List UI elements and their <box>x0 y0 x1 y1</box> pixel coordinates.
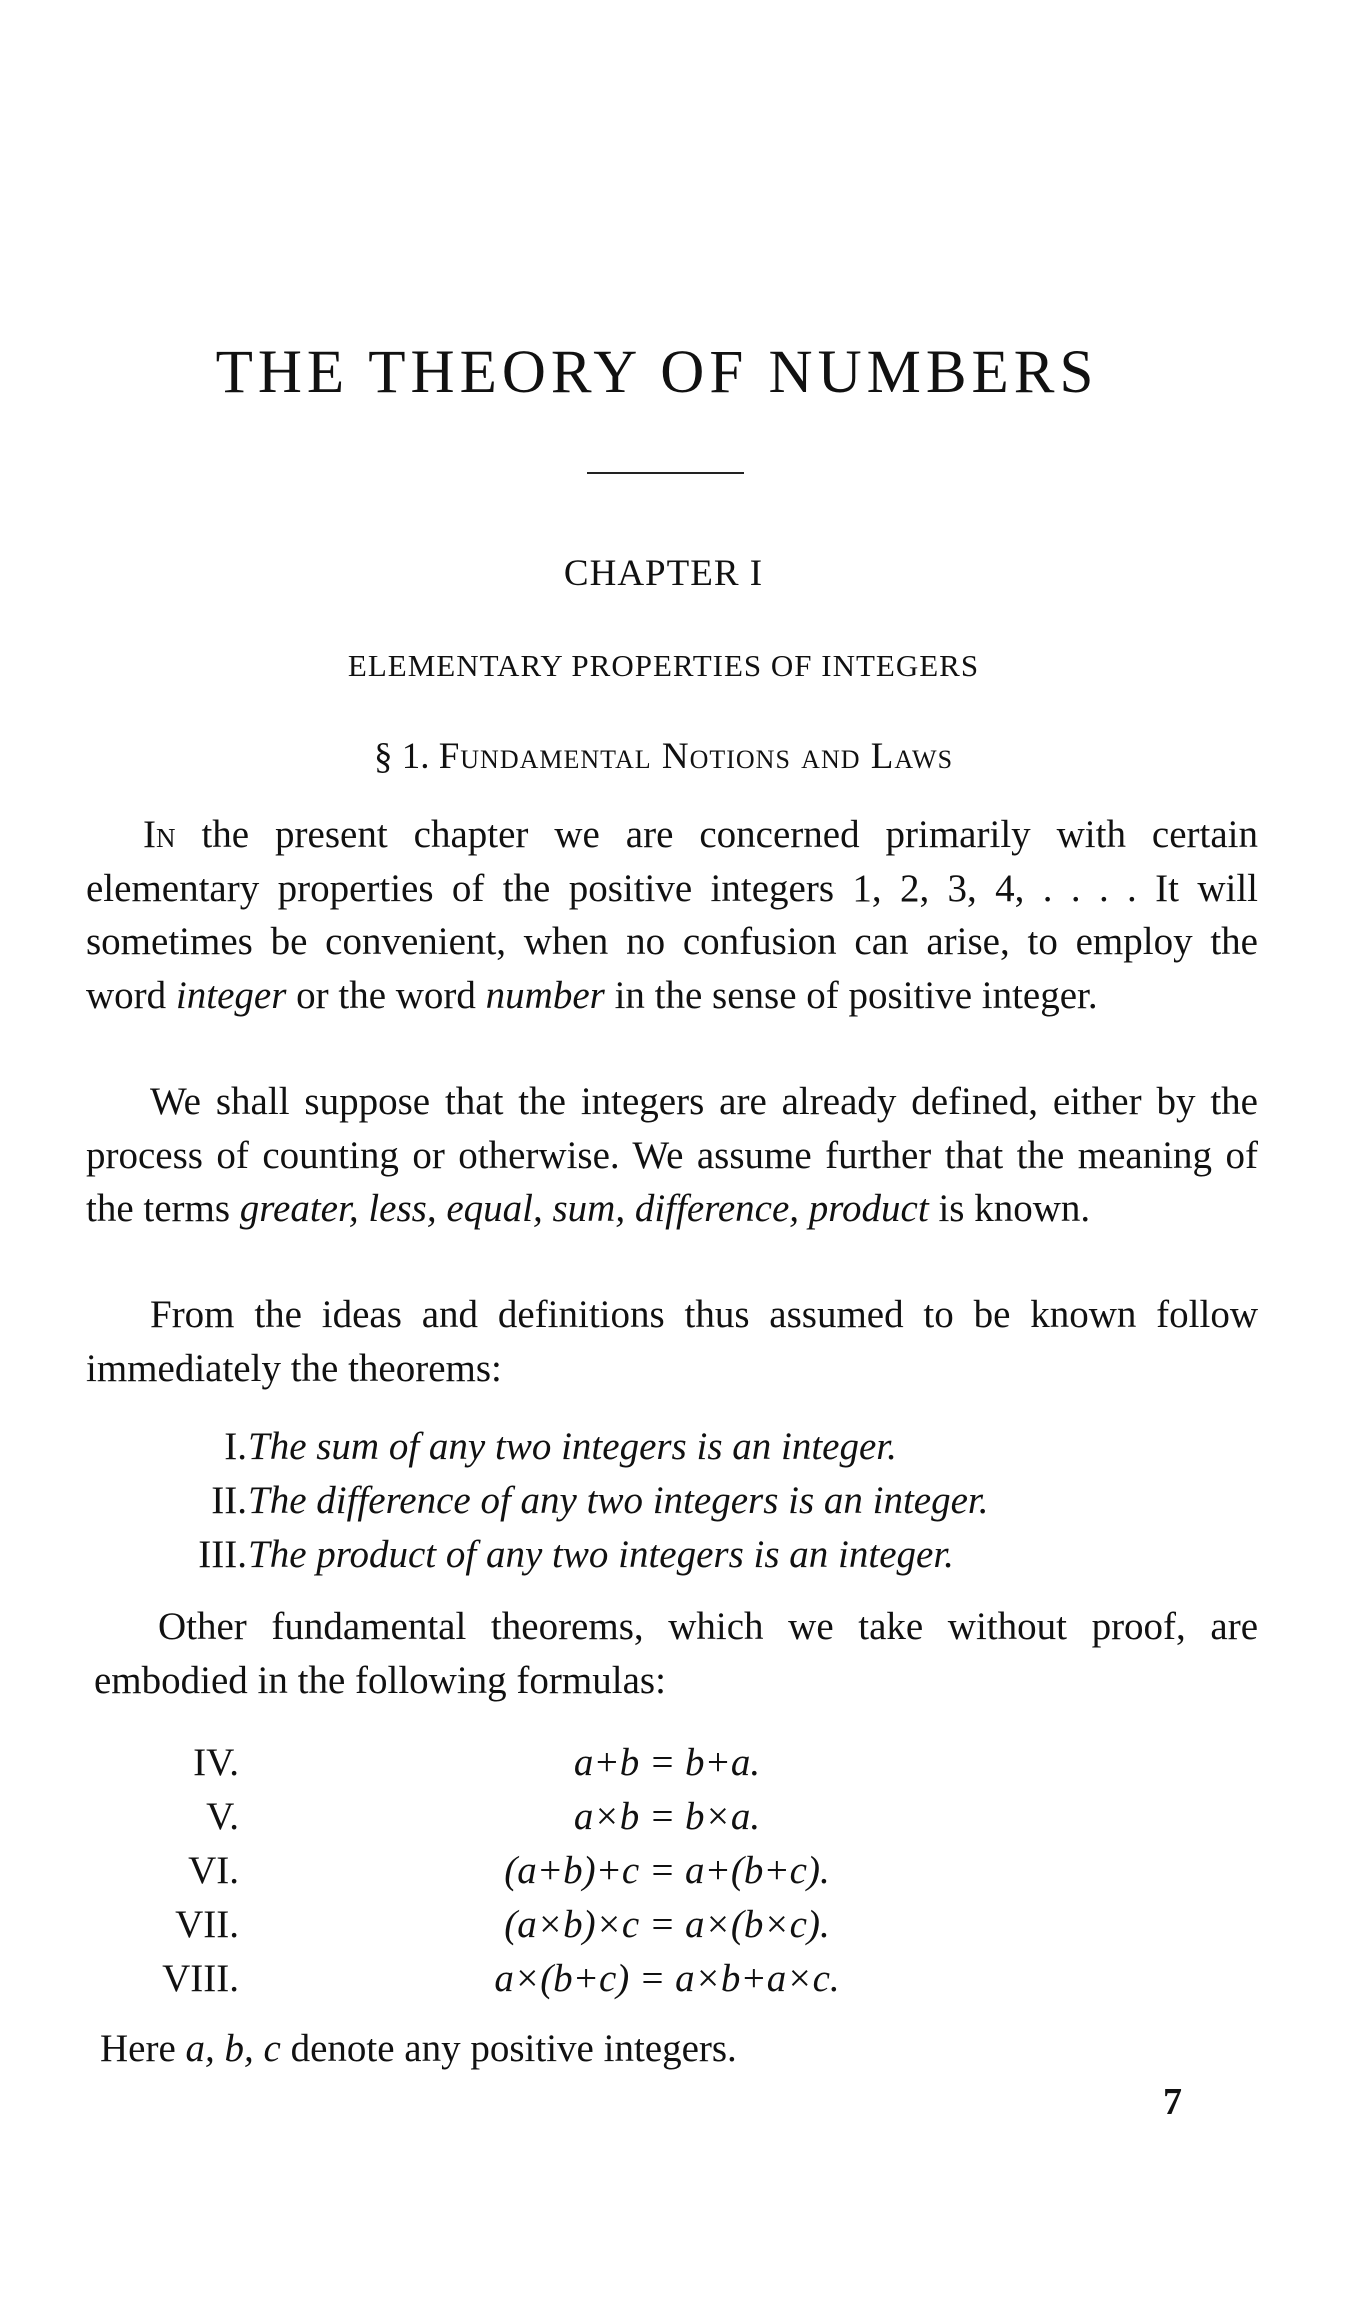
title-rule <box>587 472 744 474</box>
formula-number: VII. <box>175 1903 239 1946</box>
formula-row <box>0 1848 1369 1904</box>
section-title: Fundamental Notions and Laws <box>438 736 954 777</box>
formula-row <box>0 1794 1369 1850</box>
paragraph-1-text-c: in the sense of positive integer. <box>604 973 1098 1017</box>
terms-list: greater, less, equal, sum, difference, product <box>239 1187 929 1230</box>
formula-row <box>0 1902 1369 1958</box>
paragraph-5 <box>100 2022 1200 2076</box>
paragraph-2 <box>86 1075 1258 1236</box>
theorem-number: I. <box>224 1425 247 1468</box>
formula-expression: (a×b)×c = a×(b×c). <box>504 1903 830 1946</box>
paragraph-2-text-a: We shall suppose that the integers are already defined, either by the process of counting or otherwise. We assume further that the meaning of the terms <box>86 1080 1258 1230</box>
paragraph-1-text-a: the present chapter we are concerned primarily with certain elementary properties of the positive integers 1, 2, 3, 4, . . . . It will sometimes be convenient, when no confusion can arise, to employ the word <box>86 813 1258 1017</box>
formula-expression: (a+b)+c = a+(b+c). <box>504 1849 830 1892</box>
theorem-text: The product of any two integers is an integer. <box>248 1533 954 1576</box>
term-integer: integer <box>175 973 287 1017</box>
section-heading <box>0 735 1327 778</box>
paragraph-1 <box>86 808 1258 1022</box>
formula-number: VIII. <box>162 1957 239 2000</box>
theorem-number: II. <box>211 1479 247 1522</box>
formula-number: V. <box>206 1795 239 1838</box>
formula-row <box>0 1740 1369 1796</box>
chapter-heading: CHAPTER I <box>563 553 764 594</box>
theorem-text: The sum of any two integers is an integer. <box>248 1425 897 1468</box>
formula-expression: a×b = b×a. <box>573 1795 761 1838</box>
book-title: THE THEORY OF NUMBERS <box>215 339 1099 406</box>
paragraph-3: From the ideas and definitions thus assumed to be known follow immediately the theorems: <box>86 1293 1258 1390</box>
formula-expression: a+b = b+a. <box>573 1741 761 1784</box>
theorem-number: III. <box>198 1533 247 1576</box>
paragraph-4: Other fundamental theorems, which we take without proof, are embodied in the following formulas: <box>94 1605 1258 1702</box>
formula-expression: a×(b+c) = a×b+a×c. <box>494 1957 840 2000</box>
paragraph-2-text-b: is known. <box>928 1187 1091 1230</box>
theorem-text: The difference of any two integers is an integer. <box>248 1479 989 1522</box>
term-number: number <box>485 973 605 1017</box>
formula-number: VI. <box>188 1849 239 1892</box>
paragraph-5-text-b: denote any positive integers. <box>280 2027 737 2070</box>
page-number: 7 <box>1163 2081 1182 2123</box>
paragraph-1-lead: In <box>143 813 176 856</box>
paragraph-1-text-b: or the word <box>286 973 486 1017</box>
formula-row <box>0 1956 1369 2012</box>
theorem-row <box>0 1424 1369 1480</box>
section-mark: § 1. <box>373 736 430 777</box>
variables: a, b, c <box>185 2027 281 2070</box>
chapter-title: ELEMENTARY PROPERTIES OF INTEGERS <box>347 648 980 683</box>
paragraph-5-text-a: Here <box>100 2027 186 2070</box>
theorem-row <box>0 1478 1369 1534</box>
formula-number: IV. <box>193 1741 239 1784</box>
theorem-row <box>0 1532 1369 1588</box>
